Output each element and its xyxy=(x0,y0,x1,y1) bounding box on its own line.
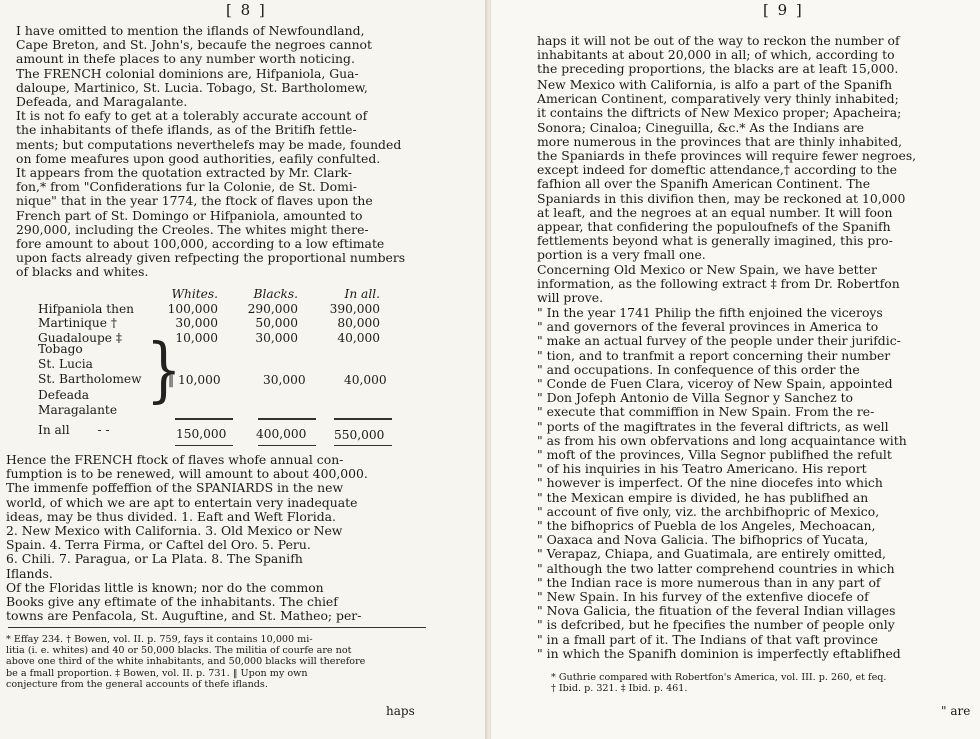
text-line: 2. New Mexico with California. 3. Old Mexico or New xyxy=(6,523,343,539)
right-footnotes xyxy=(551,672,886,694)
total-rule xyxy=(334,418,392,420)
text-line: " moft of the provinces, Villa Segnor publifhed the refult xyxy=(537,447,892,463)
text-line: Iflands. xyxy=(6,565,53,581)
table-row: Guadaloupe ‡ 10,000 30,000 40,000 xyxy=(38,330,380,345)
text-line: ments; but computations neverthelefs may be made, founded xyxy=(16,136,402,152)
text-line: " and occupations. In confequence of this order the xyxy=(537,361,860,377)
left-paragraph-1 xyxy=(16,24,428,280)
text-line: on fome meafures upon good authorities, eafily confulted. xyxy=(16,150,381,166)
text-line: Defeada, and Maragalante. xyxy=(16,94,188,110)
text-line: Spain. 4. Terra Firma, or Caftel del Oro. 5. Peru. xyxy=(6,537,311,553)
group-brace: } xyxy=(146,329,182,411)
text-line: " Verapaz, Chiapa, and Guatimala, are entirely omitted, xyxy=(537,546,886,562)
text-line: information, as the following extract ‡ from Dr. Robertfon xyxy=(537,276,900,292)
right-page xyxy=(491,0,980,739)
text-line: " the Indian race is more numerous than in any part of xyxy=(537,574,881,590)
text-line: above one third of the white inhabitants, and 50,000 blacks will therefore xyxy=(6,656,366,668)
page-number-header: [ 8 ] xyxy=(226,1,267,19)
text-line: " in which the Spanifh dominion is imperfectly eftablifhed xyxy=(537,645,901,661)
total-rule xyxy=(258,418,316,420)
text-line: " New Spain. In his furvey of the extenfive diocefe of xyxy=(537,589,869,605)
island-group-names: Tobago St. Lucia St. Bartholomew Defeada Maragalante xyxy=(38,342,142,417)
text-line: " In the year 1741 Philip the fifth enjoined the viceroys xyxy=(537,305,883,320)
text-line: " in a fmall part of it. The Indians of that vaft province xyxy=(537,631,879,647)
text-line: " the bifhoprics of Puebla de los Angeles, Mechoacan, xyxy=(537,518,876,534)
text-line: more numerous in the provinces that are thinly inhabited, xyxy=(537,133,903,149)
text-line: 6. Chili. 7. Paragua, or La Plata. 8. The Spanifh xyxy=(6,551,303,567)
text-line: litia (i. e. whites) and 40 or 50,000 blacks. The militia of courfe are not xyxy=(6,645,352,657)
text-line: appear, that confidering the populoufnefs of the Spanifh xyxy=(537,219,891,235)
text-line: Concerning Old Mexico or New Spain, we have better xyxy=(537,262,877,277)
total-all: 550,000 xyxy=(334,428,385,442)
text-line: " as from his own obfervations and long acquaintance with xyxy=(537,432,907,448)
text-line: of blacks and whites. xyxy=(16,264,149,280)
text-line: " the Mexican empire is divided, he has publifhed an xyxy=(537,489,869,505)
text-line: " account of five only, viz. the archbifhopric of Mexico, xyxy=(537,503,880,519)
total-whites: 150,000 xyxy=(176,427,227,441)
text-line: " Conde de Fuen Clara, viceroy of New Spain, appointed xyxy=(537,376,893,392)
text-line: The FRENCH colonial dominions are, Hifpaniola, Gua- xyxy=(16,65,359,81)
text-line: fon,* from "Confiderations fur la Colonie, de St. Domi- xyxy=(16,179,357,195)
text-line: portion is a very fmall one. xyxy=(537,247,706,263)
text-line: towns are Penfacola, St. Auguftine, and St. Matheo; per- xyxy=(6,608,362,624)
total-underline xyxy=(258,445,316,446)
table-row: Martinique † 30,000 50,000 80,000 xyxy=(38,316,380,331)
text-line: Cape Breton, and St. John's, becaufe the negroes cannot xyxy=(16,37,372,53)
total-underline xyxy=(334,445,392,446)
text-line: † Ibid. p. 321. ‡ Ibid. p. 461. xyxy=(551,683,688,695)
footnote-rule xyxy=(8,627,426,628)
catchword: haps xyxy=(386,704,415,718)
group-blacks: 30,000 xyxy=(263,373,306,387)
catchword: " are xyxy=(941,704,971,718)
text-line: " is defcribed, but he fpecifies the number of people only xyxy=(537,617,895,633)
text-line: It appears from the quotation extracted by Mr. Clark- xyxy=(16,165,352,181)
text-line: at leaft, and the negroes at an equal number. It will foon xyxy=(537,204,893,220)
text-line: Hence the FRENCH ftock of flaves whofe annual con- xyxy=(6,452,344,467)
text-line: Of the Floridas little is known; nor do the common xyxy=(6,579,324,595)
text-line: * Guthrie compared with Robertfon's America, vol. III. p. 260, et feq. xyxy=(551,672,887,683)
text-line: " of his inquiries in his Teatro Americano. His report xyxy=(537,461,867,477)
text-line: It is not fo eafy to get at a tolerably accurate account of xyxy=(16,108,368,124)
group-whites: ‖ 10,000 xyxy=(168,373,221,387)
text-line: it contains the diftricts of New Mexico proper; Apacheira; xyxy=(537,105,902,121)
col-header-all: In all. xyxy=(344,287,380,302)
text-line: the Spaniards in thefe provinces will require fewer negroes, xyxy=(537,148,917,164)
text-line: world, of which we are apt to entertain very inadequate xyxy=(6,494,358,510)
text-line: New Mexico with California, is alfo a part of the Spanifh xyxy=(537,77,893,92)
text-line: Books give any eftimate of the inhabitants. The chief xyxy=(6,594,338,610)
text-line: " Oaxaca and Nova Galicia. The bifhoprics of Yucata, xyxy=(537,532,869,548)
text-line: French part of St. Domingo or Hifpaniola, amounted to xyxy=(16,207,363,223)
text-line: daloupe, Martinico, St. Lucia. Tobago, St. Bartholomew, xyxy=(16,79,368,95)
text-line: be a fmall proportion. ‡ Bowen, vol. II. p. 731. ‖ Upon my own xyxy=(6,667,308,679)
right-paragraph-3 xyxy=(537,263,900,306)
col-header-whites: Whites. xyxy=(171,287,218,302)
text-line: * Effay 234. † Bowen, vol. II. p. 759, fays it contains 10,000 mi- xyxy=(6,634,313,645)
text-line: fettlements beyond what is generally imagined, this pro- xyxy=(537,233,893,249)
left-paragraph-2 xyxy=(6,453,426,623)
text-line: Spaniards in this divifion then, may be reckoned at 10,000 xyxy=(537,190,906,206)
right-paragraph-2 xyxy=(537,78,916,263)
total-label: In all - - xyxy=(38,423,110,437)
text-line: fafhion all over the Spanifh American Continent. The xyxy=(537,176,871,192)
text-line: conjecture from the general accounts of thefe iflands. xyxy=(6,678,268,690)
text-line: fumption is to be renewed, will amount to about 400,000. xyxy=(6,466,368,482)
text-line: fore amount to about 100,000, according to a low eftimate xyxy=(16,236,385,252)
total-blacks: 400,000 xyxy=(256,427,307,441)
text-line: nique" that in the year 1774, the ftock of flaves upon the xyxy=(16,193,373,209)
robertson-quotation xyxy=(537,306,907,661)
text-line: The immenfe poffeffion of the SPANIARDS in the new xyxy=(6,480,344,496)
text-line: American Continent, comparatively very thinly inhabited; xyxy=(537,91,899,107)
text-line: I have omitted to mention the iflands of Newfoundland, xyxy=(16,23,365,38)
text-line: " execute that commiffion in New Spain. From the re- xyxy=(537,404,875,420)
text-line: inhabitants at about 20,000 in all; of which, according to xyxy=(537,47,895,63)
text-line: " tion, and to tranfmit a report concerning their number xyxy=(537,347,891,363)
text-line: Sonora; Cinaloa; Cineguilla, &c.* As the Indians are xyxy=(537,119,864,135)
total-underline xyxy=(175,445,233,446)
text-line: " Don Jofeph Antonio de Villa Segnor y Sanchez to xyxy=(537,390,854,406)
table-row: Hifpaniola then 100,000 290,000 390,000 xyxy=(38,301,380,316)
left-footnotes xyxy=(6,634,365,690)
text-line: haps it will not be out of the way to reckon the number of xyxy=(537,33,900,48)
page-number-header: [ 9 ] xyxy=(763,1,804,19)
text-line: " make an actual furvey of the people under their jurifdic- xyxy=(537,333,901,349)
total-rule xyxy=(175,418,233,420)
text-line: the inhabitants of thefe iflands, as of the Britifh fettle- xyxy=(16,122,357,138)
text-line: ideas, may be thus divided. 1. Eaft and Weft Florida. xyxy=(6,508,336,524)
group-all: 40,000 xyxy=(344,373,387,387)
text-line: " however is imperfect. Of the nine diocefes into which xyxy=(537,475,883,491)
text-line: upon facts already given refpecting the proportional numbers xyxy=(16,250,406,266)
text-line: 290,000, including the Creoles. The whites might there- xyxy=(16,221,369,237)
text-line: " ports of the magiftrates in the feveral diftricts, as well xyxy=(537,418,889,434)
text-line: the preceding proportions, the blacks are at leaft 15,000. xyxy=(537,61,899,77)
right-paragraph-1 xyxy=(537,34,900,77)
text-line: amount in thefe places to any number worth noticing. xyxy=(16,51,355,67)
left-page xyxy=(0,0,487,739)
col-header-blacks: Blacks. xyxy=(253,287,298,302)
text-line: " and governors of the feveral provinces in America to xyxy=(537,319,879,335)
text-line: except indeed for domeftic attendance,† according to the xyxy=(537,162,898,178)
text-line: " although the two latter comprehend countries in which xyxy=(537,560,895,576)
text-line: " Nova Galicia, the fituation of the feveral Indian villages xyxy=(537,603,896,619)
text-line: will prove. xyxy=(537,290,604,306)
